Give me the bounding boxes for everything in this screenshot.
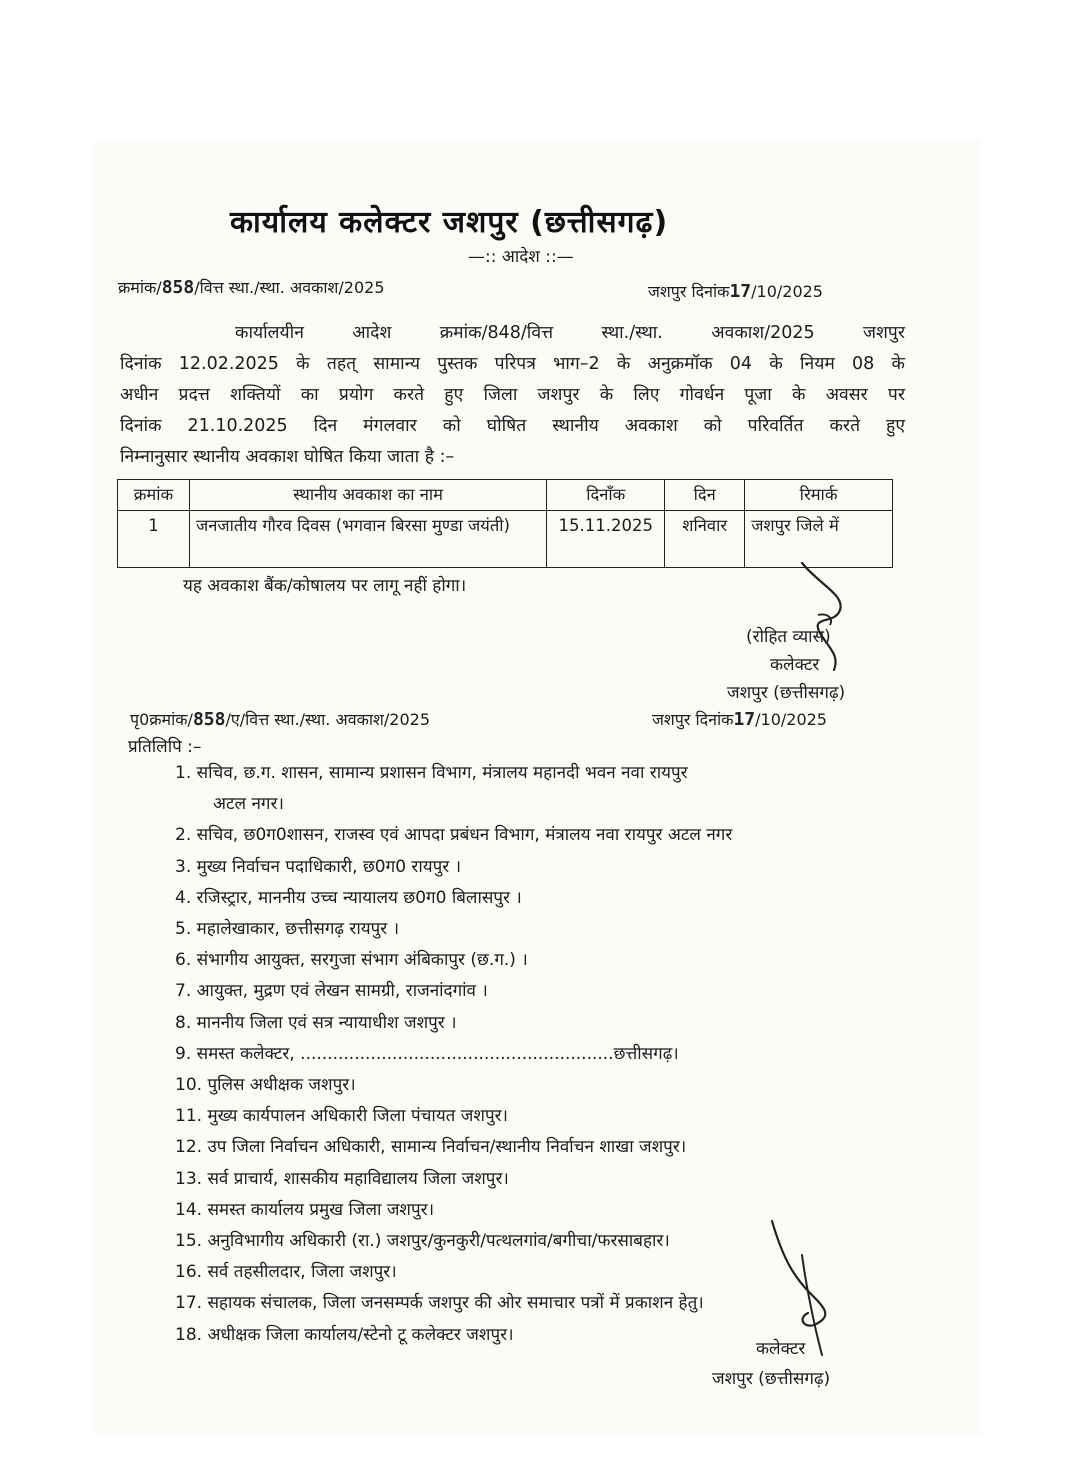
col-header-serial: क्रमांक <box>118 480 190 511</box>
endorsement-ref-number: 858 <box>192 709 226 730</box>
body-line-4: दिनांक 21.10.2025 दिन मंगलवार को घोषित स्थानीय अवकाश को परिवर्तित करते हुए <box>120 416 905 436</box>
list-item: 6. संभागीय आयुक्त, सरगुजा संभाग अंबिकापुर (छ.ग.) । <box>175 950 528 971</box>
order-ref-prefix: क्रमांक/ <box>118 278 162 297</box>
list-item: 8. माननीय जिला एवं सत्र न्यायाधीश जशपुर । <box>175 1012 457 1033</box>
cell-remark: जशपुर जिले में <box>745 511 893 568</box>
cell-date: 15.11.2025 <box>547 511 665 568</box>
list-item: 4. रजिस्ट्रार, माननीय उच्च न्यायालय छ0ग0 बिलासपुर । <box>175 887 522 908</box>
order-reference <box>118 276 385 298</box>
table-header-row <box>118 480 893 511</box>
list-item: 9. समस्त कलेक्टर, ..........................................................छत्तीसगढ़। <box>175 1043 679 1064</box>
list-item: 18. अधीक्षक जिला कार्यालय/स्टेनो टू कलेक्टर जशपुर। <box>175 1324 514 1345</box>
signatory-1-place: जशपुर (छत्तीसगढ़) <box>727 683 846 703</box>
endorsement-date-day: 17 <box>733 709 756 730</box>
list-item: 14. समस्त कार्यालय प्रमुख जिला जशपुर। <box>175 1199 435 1220</box>
endorsement-date-suffix: /10/2025 <box>755 710 827 729</box>
list-item: 17. सहायक संचालक, जिला जनसम्पर्क जशपुर की ओर समाचार पत्रों में प्रकाशन हेतु। <box>175 1293 704 1314</box>
signatory-2-designation: कलेक्टर <box>756 1339 806 1359</box>
order-date-day: 17 <box>729 281 752 302</box>
list-item: 11. मुख्य कार्यपालन अधिकारी जिला पंचायत जशपुर। <box>175 1106 509 1127</box>
order-body <box>120 318 905 473</box>
copy-label: प्रतिलिपि :– <box>128 737 202 757</box>
col-header-date: दिनाँक <box>547 480 665 511</box>
list-item: अटल नगर। <box>213 794 284 815</box>
cell-day: शनिवार <box>665 511 745 568</box>
endorsement-reference <box>130 708 430 730</box>
list-item: 3. मुख्य निर्वाचन पदाधिकारी, छ0ग0 रायपुर । <box>175 856 462 877</box>
copy-recipient-list <box>175 758 732 1351</box>
body-line-2: दिनांक 12.02.2025 के तहत् सामान्य पुस्तक परिपत्र भाग–2 के अनुक्रमॉक 04 के नियम 08 के <box>120 354 905 374</box>
endorsement-ref-prefix: पृ0क्रमांक/ <box>130 710 193 729</box>
list-item: 5. महालेखाकार, छत्तीसगढ़ रायपुर । <box>175 919 400 940</box>
list-item: 2. सचिव, छ0ग0शासन, राजस्व एवं आपदा प्रबंधन विभाग, मंत्रालय नवा रायपुर अटल नगर <box>175 825 733 846</box>
list-item: 15. अनुविभागीय अधिकारी (रा.) जशपुर/कुनकुरी/पत्थलगांव/बगीचा/फरसाबहार। <box>175 1231 670 1252</box>
body-line-5: निम्नानुसार स्थानीय अवकाश घोषित किया जाता है :– <box>120 447 455 467</box>
order-date-prefix: जशपुर दिनांक <box>648 282 730 301</box>
list-item: 10. पुलिस अधीक्षक जशपुर। <box>175 1075 356 1096</box>
applicability-note: यह अवकाश बैंक/कोषालय पर लागू नहीं होगा। <box>183 576 467 596</box>
cell-holiday-name: जनजातीय गौरव दिवस (भगवान बिरसा मुण्डा जयंती) <box>189 511 546 568</box>
col-header-remark: रिमार्क <box>745 480 893 511</box>
holiday-table <box>117 479 893 568</box>
signatory-1-name: (रोहित व्यास) <box>746 627 831 647</box>
endorsement-ref-suffix: /ए/वित्त स्था./स्था. अवकाश/2025 <box>225 710 431 729</box>
list-item: 12. उप जिला निर्वाचन अधिकारी, सामान्य निर्वाचन/स्थानीय निर्वाचन शाखा जशपुर। <box>175 1137 687 1158</box>
office-title: कार्यालय कलेक्टर जशपुर (छत्तीसगढ़) <box>230 205 669 240</box>
list-item: 13. सर्व प्राचार्य, शासकीय महाविद्यालय जिला जशपुर। <box>175 1168 509 1189</box>
order-date <box>648 280 823 302</box>
list-item: 16. सर्व तहसीलदार, जिला जशपुर। <box>175 1262 397 1283</box>
cell-serial: 1 <box>118 511 190 568</box>
body-line-1: कार्यालयीन आदेश क्रमांक/848/वित्त स्था./स्था. अवकाश/2025 जशपुर <box>235 323 905 343</box>
signatory-1-designation: कलेक्टर <box>770 655 820 675</box>
body-line-3: अधीन प्रदत्त शक्तियों का प्रयोग करते हुए जिला जशपुर के लिए गोवर्धन पूजा के अवसर पर <box>120 385 905 405</box>
list-item: 7. आयुक्त, मुद्रण एवं लेखन सामग्री, राजनांदगांव । <box>175 981 488 1002</box>
list-item: 1. सचिव, छ.ग. शासन, सामान्य प्रशासन विभाग, मंत्रालय महानदी भवन नवा रायपुर <box>175 763 688 783</box>
order-date-suffix: /10/2025 <box>751 282 823 301</box>
endorsement-date-prefix: जशपुर दिनांक <box>652 710 734 729</box>
col-header-name: स्थानीय अवकाश का नाम <box>189 480 546 511</box>
order-ref-suffix: /वित्त स्था./स्था. अवकाश/2025 <box>194 278 385 297</box>
signatory-2-place: जशपुर (छत्तीसगढ़) <box>712 1369 831 1389</box>
table-row <box>118 511 893 568</box>
col-header-day: दिन <box>665 480 745 511</box>
order-heading: —:: आदेश ::— <box>468 247 574 267</box>
endorsement-date <box>652 708 827 730</box>
order-ref-number: 858 <box>161 277 195 298</box>
